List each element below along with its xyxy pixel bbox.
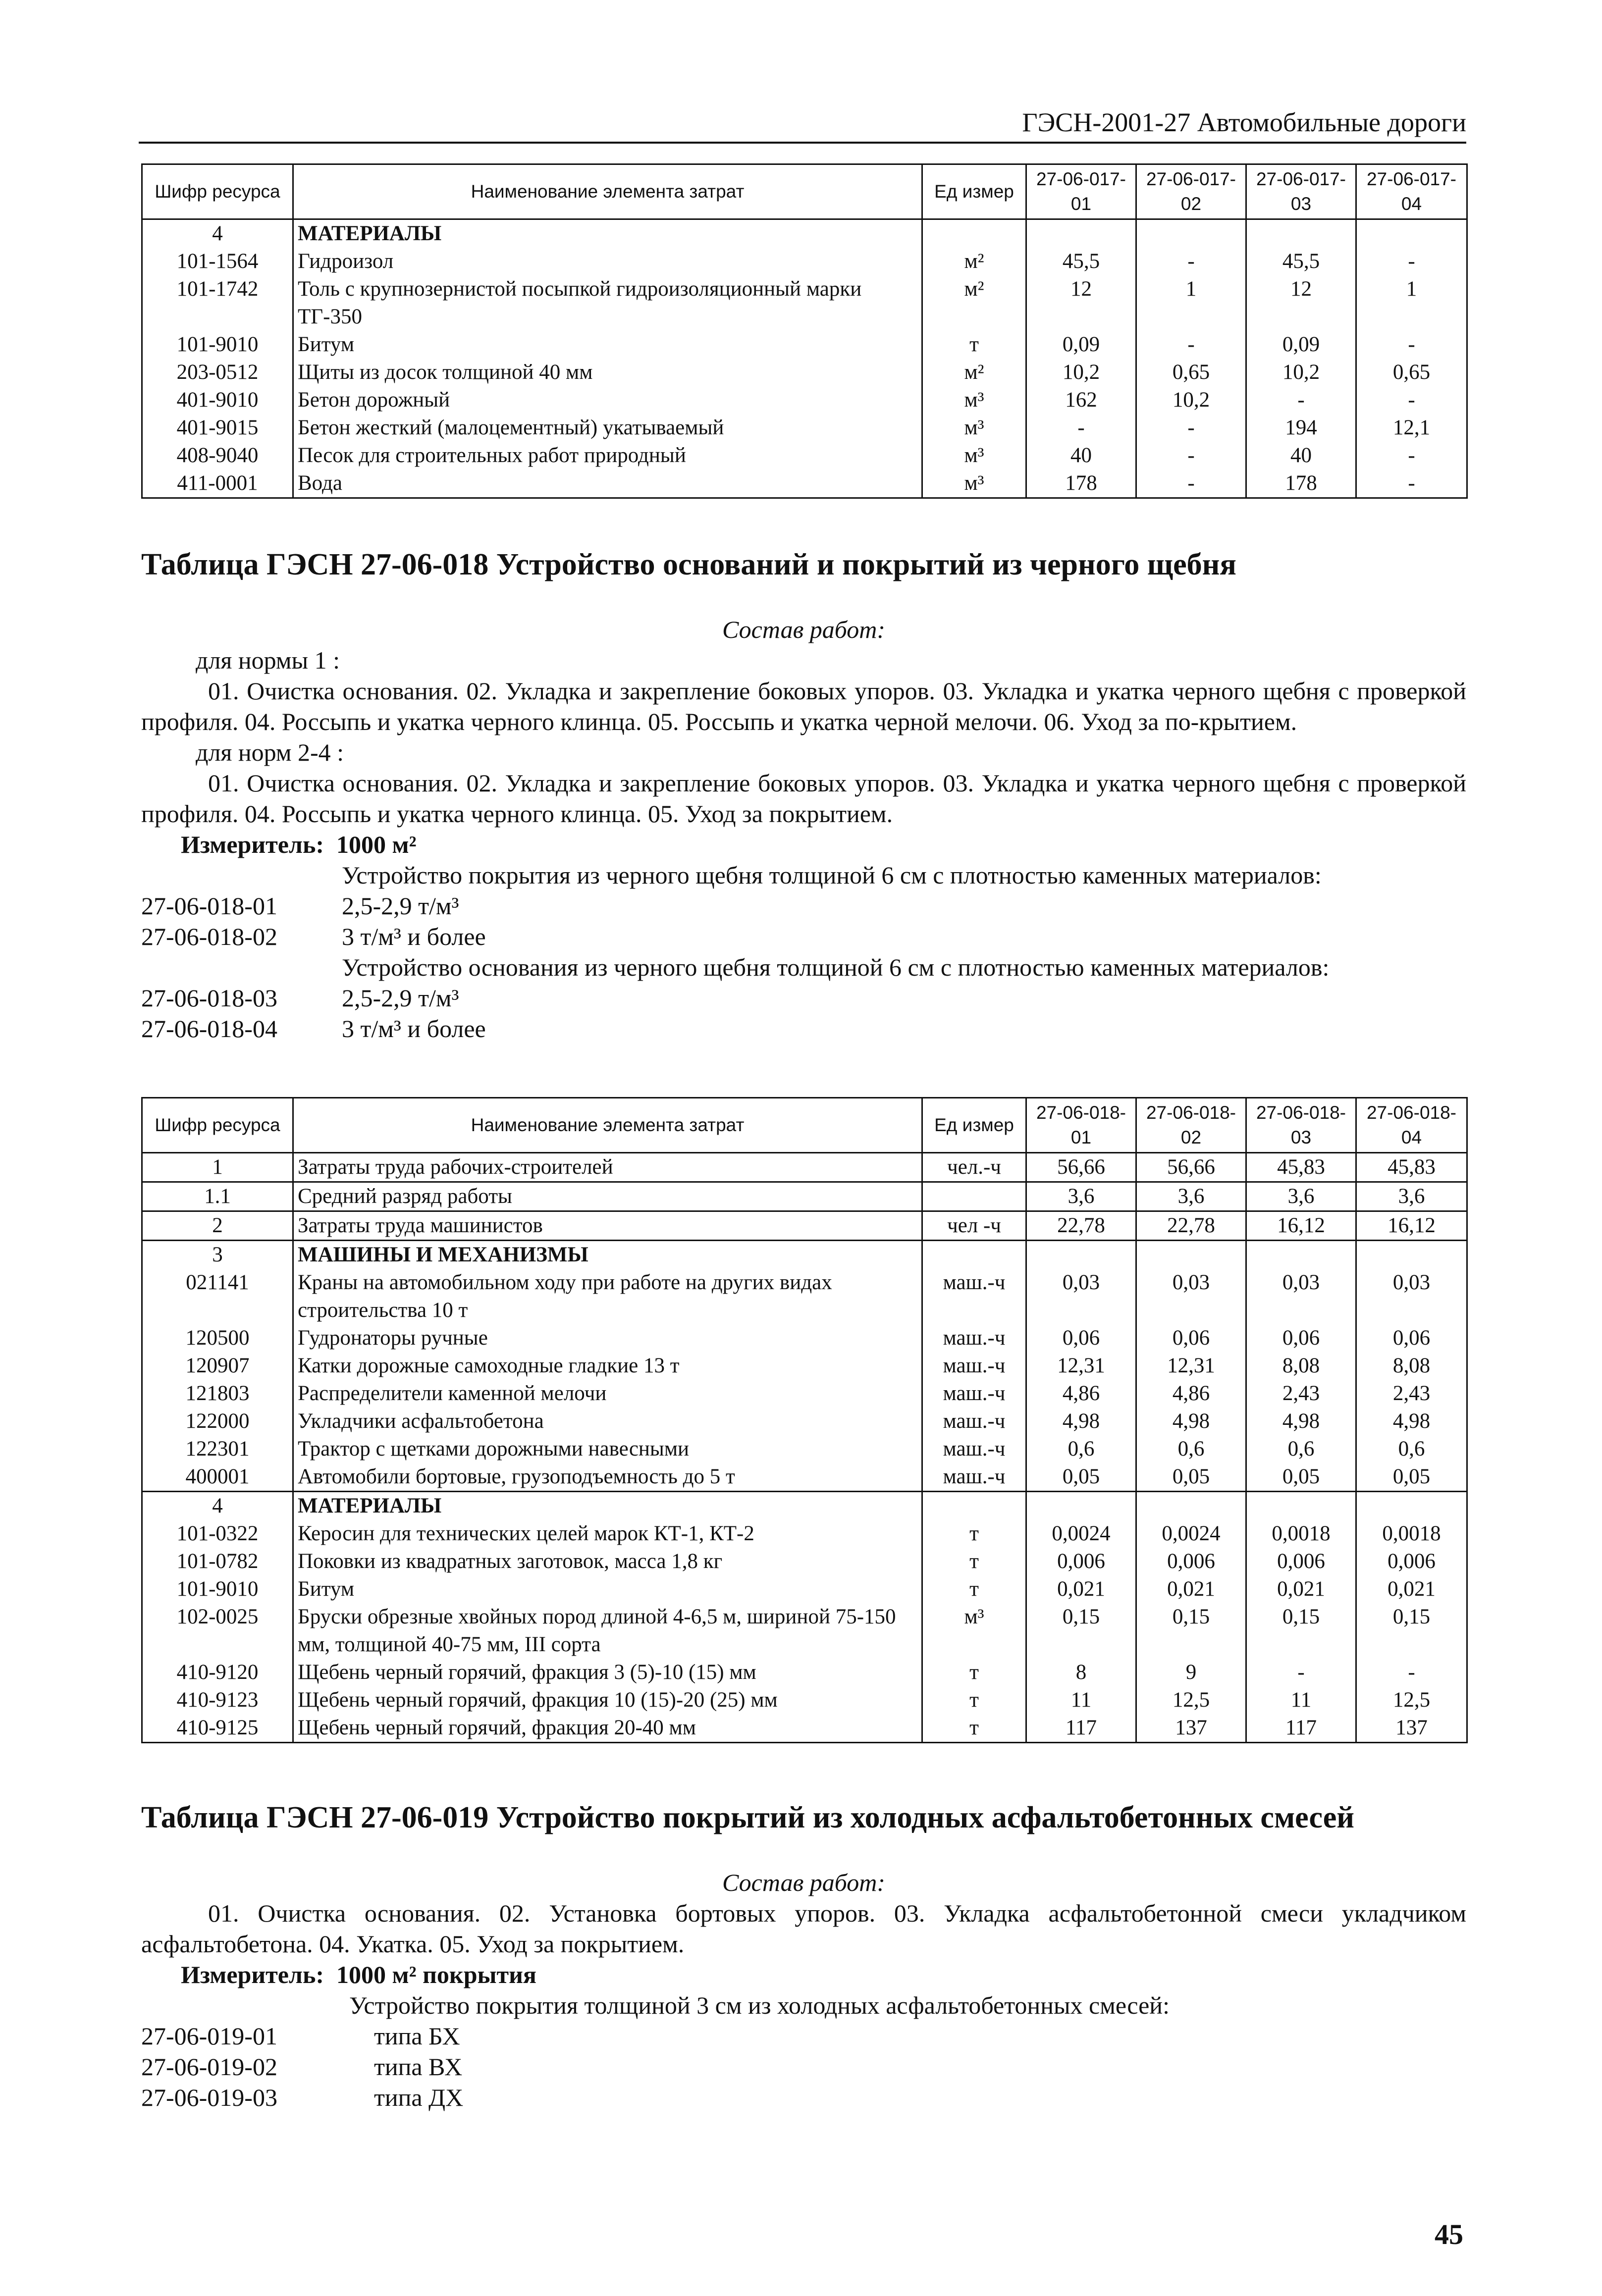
resource-code: 021141 xyxy=(142,1269,293,1324)
table-row xyxy=(142,1153,1467,1182)
resource-code: 101-9010 xyxy=(142,1575,293,1603)
value-cell: 194 xyxy=(1246,414,1356,442)
unit-cell xyxy=(922,1182,1026,1211)
table-row xyxy=(142,1352,1467,1380)
value-cell: 162 xyxy=(1026,386,1136,414)
unit-cell: маш.-ч xyxy=(922,1435,1026,1463)
table-row xyxy=(142,359,1467,386)
resource-code: 408-9040 xyxy=(142,442,293,470)
resource-code: 400001 xyxy=(142,1463,293,1492)
value-cell: 12,1 xyxy=(1356,414,1467,442)
value-cell: 3,6 xyxy=(1246,1182,1356,1211)
value-cell: 0,03 xyxy=(1356,1269,1467,1324)
value-cell: 0,15 xyxy=(1136,1603,1246,1659)
resource-code: 4 xyxy=(142,219,293,248)
value-cell: - xyxy=(1246,1659,1356,1686)
unit-cell: маш.-ч xyxy=(922,1352,1026,1380)
value-cell: 2,43 xyxy=(1246,1380,1356,1408)
value-cell: 0,15 xyxy=(1026,1603,1136,1659)
value-cell: - xyxy=(1356,470,1467,498)
value-cell: 40 xyxy=(1246,442,1356,470)
table-row xyxy=(142,1714,1467,1743)
value-cell: 16,12 xyxy=(1356,1211,1467,1241)
element-name: Щебень черный горячий, фракция 20-40 мм xyxy=(293,1714,922,1743)
unit-cell: маш.-ч xyxy=(922,1380,1026,1408)
unit-cell: т xyxy=(922,1659,1026,1686)
column-header: 27-06-017-03 xyxy=(1246,164,1356,219)
composition-block xyxy=(141,1867,1466,2113)
element-name: Гидроизол xyxy=(293,248,922,275)
table-row xyxy=(142,470,1467,498)
value-cell: 12 xyxy=(1246,275,1356,331)
column-header: Ед измер xyxy=(922,164,1026,219)
measure-value: 1000 м² покрытия xyxy=(336,1961,536,1988)
value-cell: 0,15 xyxy=(1246,1603,1356,1659)
column-header: 27-06-018-01 xyxy=(1026,1098,1136,1153)
value-cell: 11 xyxy=(1246,1686,1356,1714)
norm-description: типа ВХ xyxy=(374,2053,463,2081)
table-row xyxy=(142,1380,1467,1408)
value-cell: 0,6 xyxy=(1136,1435,1246,1463)
element-name: Средний разряд работы xyxy=(293,1182,922,1211)
running-header: ГЭСН-2001-27 Автомобильные дороги xyxy=(139,103,1466,144)
value-cell: 4,98 xyxy=(1246,1408,1356,1435)
norm-item xyxy=(141,2021,1466,2051)
table-row xyxy=(142,1182,1467,1211)
norm-group-heading: Устройство покрытия толщиной 3 см из холодных асфальтобетонных смесей: xyxy=(349,1991,1170,2019)
column-header: 27-06-018-03 xyxy=(1246,1098,1356,1153)
norm-item xyxy=(141,890,1466,921)
value-cell: 4,98 xyxy=(1356,1408,1467,1435)
section-title: Таблица ГЭСН 27-06-019 Устройство покрытий из холодных асфальтобетонных смесей xyxy=(141,1801,1354,1834)
unit-cell xyxy=(922,219,1026,248)
value-cell: 8,08 xyxy=(1356,1352,1467,1380)
resource-code: 101-0322 xyxy=(142,1520,293,1548)
resource-code: 3 xyxy=(142,1241,293,1269)
column-header: Шифр ресурса xyxy=(142,164,293,219)
value-cell: 8 xyxy=(1026,1659,1136,1686)
value-cell: - xyxy=(1246,386,1356,414)
column-header: Наименование элемента затрат xyxy=(293,1098,922,1153)
value-cell: 56,66 xyxy=(1026,1153,1136,1182)
norm-code: 27-06-018-03 xyxy=(141,984,277,1012)
value-cell: 0,05 xyxy=(1136,1463,1246,1492)
value-cell: 0,6 xyxy=(1026,1435,1136,1463)
element-name: Трактор с щетками дорожными навесными xyxy=(293,1435,922,1463)
value-cell: 12,5 xyxy=(1136,1686,1246,1714)
value-cell xyxy=(1356,219,1467,248)
value-cell: 16,12 xyxy=(1246,1211,1356,1241)
unit-cell: м² xyxy=(922,275,1026,331)
element-name: Гудронаторы ручные xyxy=(293,1324,922,1352)
unit-cell xyxy=(922,1241,1026,1269)
unit-cell: м² xyxy=(922,248,1026,275)
norm-description: 3 т/м³ и более xyxy=(342,1015,486,1043)
unit-cell: м² xyxy=(922,359,1026,386)
value-cell: 137 xyxy=(1356,1714,1467,1743)
value-cell: 8,08 xyxy=(1246,1352,1356,1380)
norm-code: 27-06-018-01 xyxy=(141,892,277,920)
measure-line xyxy=(141,1959,1466,1990)
work-steps-text: 01. Очистка основания. 02. Установка бортовых упоров. 03. Укладка асфальтобетонной смеси укладчиком асфальтобетона. 04. Укатка. 05. Уход за покрытием. xyxy=(141,1899,1466,1958)
element-name: Толь с крупнозернистой посыпкой гидроизоляционный марки ТГ-350 xyxy=(293,275,922,331)
norm-item xyxy=(141,1013,1466,1044)
value-cell xyxy=(1246,1492,1356,1520)
unit-cell: т xyxy=(922,1548,1026,1575)
value-cell: 12 xyxy=(1026,275,1136,331)
unit-cell: м³ xyxy=(922,1603,1026,1659)
table-row xyxy=(142,1435,1467,1463)
resource-table-017 xyxy=(141,163,1468,499)
table-row xyxy=(142,1603,1467,1659)
value-cell: - xyxy=(1356,248,1467,275)
value-cell: 12,31 xyxy=(1026,1352,1136,1380)
resource-code: 101-9010 xyxy=(142,331,293,359)
resource-code: 101-0782 xyxy=(142,1548,293,1575)
resource-code: 120907 xyxy=(142,1352,293,1380)
value-cell: 0,6 xyxy=(1246,1435,1356,1463)
resource-table-018 xyxy=(141,1097,1468,1743)
value-cell: 45,83 xyxy=(1356,1153,1467,1182)
unit-cell: маш.-ч xyxy=(922,1269,1026,1324)
value-cell: - xyxy=(1356,442,1467,470)
resource-code: 122301 xyxy=(142,1435,293,1463)
value-cell: - xyxy=(1356,331,1467,359)
value-cell xyxy=(1356,1492,1467,1520)
value-cell: 1 xyxy=(1356,275,1467,331)
value-cell: 0,006 xyxy=(1026,1548,1136,1575)
element-name: Автомобили бортовые, грузоподъемность до 5 т xyxy=(293,1463,922,1492)
element-name: МАШИНЫ И МЕХАНИЗМЫ xyxy=(293,1241,922,1269)
value-cell: 0,09 xyxy=(1246,331,1356,359)
value-cell: - xyxy=(1026,414,1136,442)
value-cell: 178 xyxy=(1026,470,1136,498)
value-cell: 4,98 xyxy=(1026,1408,1136,1435)
table-row xyxy=(142,1408,1467,1435)
element-name: МАТЕРИАЛЫ xyxy=(293,1492,922,1520)
value-cell xyxy=(1246,219,1356,248)
element-name: Бруски обрезные хвойных пород длиной 4-6,5 м, шириной 75-150 мм, толщиной 40-75 мм, III сорта xyxy=(293,1603,922,1659)
resource-code: 410-9120 xyxy=(142,1659,293,1686)
value-cell: 0,06 xyxy=(1246,1324,1356,1352)
value-cell: 0,09 xyxy=(1026,331,1136,359)
table-row xyxy=(142,386,1467,414)
element-name: Щебень черный горячий, фракция 10 (15)-20 (25) мм xyxy=(293,1686,922,1714)
measure-value: 1000 м² xyxy=(336,831,417,858)
value-cell: - xyxy=(1136,248,1246,275)
measure-label: Измеритель: xyxy=(181,1961,324,1988)
value-cell: 45,83 xyxy=(1246,1153,1356,1182)
value-cell xyxy=(1136,1492,1246,1520)
element-name: Вода xyxy=(293,470,922,498)
unit-cell: т xyxy=(922,1686,1026,1714)
value-cell: 45,5 xyxy=(1026,248,1136,275)
norm-item xyxy=(141,983,1466,1013)
value-cell: 0,15 xyxy=(1356,1603,1467,1659)
value-cell: 0,021 xyxy=(1246,1575,1356,1603)
composition-heading: Состав работ: xyxy=(722,1869,886,1896)
unit-cell: т xyxy=(922,1714,1026,1743)
element-name: МАТЕРИАЛЫ xyxy=(293,219,922,248)
unit-cell: т xyxy=(922,331,1026,359)
column-header: Наименование элемента затрат xyxy=(293,164,922,219)
table-row xyxy=(142,1575,1467,1603)
value-cell: 45,5 xyxy=(1246,248,1356,275)
unit-cell: маш.-ч xyxy=(922,1324,1026,1352)
value-cell: 0,06 xyxy=(1026,1324,1136,1352)
value-cell xyxy=(1026,1492,1136,1520)
value-cell: 0,021 xyxy=(1136,1575,1246,1603)
resource-code: 4 xyxy=(142,1492,293,1520)
section-row xyxy=(142,219,1467,248)
unit-cell: чел -ч xyxy=(922,1211,1026,1241)
element-name: Битум xyxy=(293,331,922,359)
table-row xyxy=(142,1548,1467,1575)
value-cell: - xyxy=(1356,386,1467,414)
resource-code: 401-9015 xyxy=(142,414,293,442)
table-row xyxy=(142,1686,1467,1714)
composition-block xyxy=(141,614,1466,1044)
value-cell: 0,0018 xyxy=(1246,1520,1356,1548)
value-cell: 0,05 xyxy=(1246,1463,1356,1492)
norm-description: 2,5-2,9 т/м³ xyxy=(342,892,459,920)
value-cell: - xyxy=(1136,470,1246,498)
norm-description: 2,5-2,9 т/м³ xyxy=(342,984,459,1012)
section-row xyxy=(142,1241,1467,1269)
measure-label: Измеритель: xyxy=(181,831,324,858)
value-cell: 0,021 xyxy=(1356,1575,1467,1603)
value-cell: 0,021 xyxy=(1026,1575,1136,1603)
element-name: Щиты из досок толщиной 40 мм xyxy=(293,359,922,386)
value-cell: - xyxy=(1136,414,1246,442)
table-row xyxy=(142,1659,1467,1686)
unit-cell: маш.-ч xyxy=(922,1463,1026,1492)
value-cell: 178 xyxy=(1246,470,1356,498)
value-cell: 0,65 xyxy=(1136,359,1246,386)
table-row xyxy=(142,248,1467,275)
unit-cell xyxy=(922,1492,1026,1520)
resource-code: 411-0001 xyxy=(142,470,293,498)
value-cell: 0,03 xyxy=(1246,1269,1356,1324)
value-cell: 0,6 xyxy=(1356,1435,1467,1463)
value-cell: 12,31 xyxy=(1136,1352,1246,1380)
value-cell xyxy=(1356,1241,1467,1269)
value-cell xyxy=(1026,1241,1136,1269)
norm-item xyxy=(141,2051,1466,2082)
unit-cell: м³ xyxy=(922,442,1026,470)
value-cell: 56,66 xyxy=(1136,1153,1246,1182)
value-cell: 4,98 xyxy=(1136,1408,1246,1435)
page-number: 45 xyxy=(1435,2218,1463,2250)
table-row xyxy=(142,331,1467,359)
value-cell: 0,65 xyxy=(1356,359,1467,386)
value-cell: - xyxy=(1136,442,1246,470)
element-name: Бетон жесткий (малоцементный) укатываемый xyxy=(293,414,922,442)
element-name: Укладчики асфальтобетона xyxy=(293,1408,922,1435)
element-name: Поковки из квадратных заготовок, масса 1,8 кг xyxy=(293,1548,922,1575)
value-cell: 10,2 xyxy=(1136,386,1246,414)
table-row xyxy=(142,1211,1467,1241)
norm-group-heading: Устройство основания из черного щебня толщиной 6 см с плотностью каменных материалов: xyxy=(342,953,1330,981)
value-cell: 0,06 xyxy=(1136,1324,1246,1352)
norm-description: типа ДХ xyxy=(374,2084,464,2111)
unit-cell: м³ xyxy=(922,386,1026,414)
element-name: Битум xyxy=(293,1575,922,1603)
value-cell: 4,86 xyxy=(1136,1380,1246,1408)
value-cell: 4,86 xyxy=(1026,1380,1136,1408)
column-header: 27-06-017-04 xyxy=(1356,164,1467,219)
norm-description: типа БХ xyxy=(374,2022,460,2050)
value-cell: 0,06 xyxy=(1356,1324,1467,1352)
table-header-row xyxy=(142,1098,1467,1153)
norm-code: 27-06-019-02 xyxy=(141,2053,277,2081)
element-name: Песок для строительных работ природный xyxy=(293,442,922,470)
composition-heading: Состав работ: xyxy=(722,616,886,643)
value-cell: 0,006 xyxy=(1356,1548,1467,1575)
resource-code: 203-0512 xyxy=(142,359,293,386)
table-header-row xyxy=(142,164,1467,219)
unit-cell: м³ xyxy=(922,470,1026,498)
norm-code: 27-06-019-01 xyxy=(141,2022,277,2050)
resource-code: 1 xyxy=(142,1153,293,1182)
value-cell: 0,03 xyxy=(1136,1269,1246,1324)
column-header: 27-06-018-04 xyxy=(1356,1098,1467,1153)
value-cell: 40 xyxy=(1026,442,1136,470)
value-cell: 0,03 xyxy=(1026,1269,1136,1324)
norm-code: 27-06-018-04 xyxy=(141,1015,277,1043)
table-row xyxy=(142,1324,1467,1352)
column-header: Шифр ресурса xyxy=(142,1098,293,1153)
value-cell: 11 xyxy=(1026,1686,1136,1714)
resource-code: 122000 xyxy=(142,1408,293,1435)
value-cell: 3,6 xyxy=(1356,1182,1467,1211)
value-cell: 0,05 xyxy=(1356,1463,1467,1492)
value-cell: 0,05 xyxy=(1026,1463,1136,1492)
value-cell: 10,2 xyxy=(1246,359,1356,386)
resource-code: 121803 xyxy=(142,1380,293,1408)
value-cell: 22,78 xyxy=(1136,1211,1246,1241)
unit-cell: м³ xyxy=(922,414,1026,442)
value-cell xyxy=(1246,1241,1356,1269)
table-row xyxy=(142,442,1467,470)
column-header: 27-06-017-02 xyxy=(1136,164,1246,219)
unit-cell: маш.-ч xyxy=(922,1408,1026,1435)
table-row xyxy=(142,1269,1467,1324)
value-cell: 3,6 xyxy=(1136,1182,1246,1211)
element-name: Катки дорожные самоходные гладкие 13 т xyxy=(293,1352,922,1380)
table-row xyxy=(142,1520,1467,1548)
resource-code: 101-1742 xyxy=(142,275,293,331)
element-name: Краны на автомобильном ходу при работе на других видах строительства 10 т xyxy=(293,1269,922,1324)
resource-code: 410-9123 xyxy=(142,1686,293,1714)
norm-code: 27-06-019-03 xyxy=(141,2084,277,2111)
unit-cell: т xyxy=(922,1575,1026,1603)
norm-group-heading: Устройство покрытия из черного щебня толщиной 6 см с плотностью каменных материалов: xyxy=(342,861,1322,889)
value-cell: 2,43 xyxy=(1356,1380,1467,1408)
resource-code: 401-9010 xyxy=(142,386,293,414)
norm-item xyxy=(141,921,1466,952)
section-row xyxy=(142,1492,1467,1520)
resource-code: 120500 xyxy=(142,1324,293,1352)
norm-item xyxy=(141,2082,1466,2113)
work-steps-text: 01. Очистка основания. 02. Укладка и закрепление боковых упоров. 03. Укладка и укатка черного щебня с проверкой профиля. 04. Россыпь и укатка черного клинца. 05. Россыпь и укатка черной мелочи. 06. Уход за по-крытием. xyxy=(141,677,1466,735)
column-header: 27-06-018-02 xyxy=(1136,1098,1246,1153)
table-row xyxy=(142,1463,1467,1492)
table-row xyxy=(142,414,1467,442)
value-cell: 10,2 xyxy=(1026,359,1136,386)
resource-code: 1.1 xyxy=(142,1182,293,1211)
element-name: Затраты труда рабочих-строителей xyxy=(293,1153,922,1182)
norm-code: 27-06-018-02 xyxy=(141,923,277,950)
element-name: Щебень черный горячий, фракция 3 (5)-10 (15) мм xyxy=(293,1659,922,1686)
element-name: Затраты труда машинистов xyxy=(293,1211,922,1241)
unit-cell: чел.-ч xyxy=(922,1153,1026,1182)
norm-description: 3 т/м³ и более xyxy=(342,923,486,950)
table-row xyxy=(142,275,1467,331)
value-cell: 137 xyxy=(1136,1714,1246,1743)
norm-label: для нормы 1 : xyxy=(196,646,340,674)
resource-code: 102-0025 xyxy=(142,1603,293,1659)
resource-code: 410-9125 xyxy=(142,1714,293,1743)
value-cell: 22,78 xyxy=(1026,1211,1136,1241)
value-cell: 0,0024 xyxy=(1136,1520,1246,1548)
element-name: Бетон дорожный xyxy=(293,386,922,414)
resource-code: 101-1564 xyxy=(142,248,293,275)
element-name: Распределители каменной мелочи xyxy=(293,1380,922,1408)
value-cell: - xyxy=(1356,1659,1467,1686)
element-name: Керосин для технических целей марок КТ-1, КТ-2 xyxy=(293,1520,922,1548)
work-steps-text: 01. Очистка основания. 02. Укладка и закрепление боковых упоров. 03. Укладка и укатка черного щебня с проверкой профиля. 04. Россыпь и укатка черного клинца. 05. Уход за покрытием. xyxy=(141,769,1466,828)
value-cell xyxy=(1136,1241,1246,1269)
value-cell: 117 xyxy=(1026,1714,1136,1743)
value-cell: 1 xyxy=(1136,275,1246,331)
value-cell: - xyxy=(1136,331,1246,359)
resource-code: 2 xyxy=(142,1211,293,1241)
norm-label: для норм 2-4 : xyxy=(196,738,344,766)
value-cell: 0,006 xyxy=(1136,1548,1246,1575)
value-cell xyxy=(1026,219,1136,248)
value-cell: 9 xyxy=(1136,1659,1246,1686)
value-cell: 0,0018 xyxy=(1356,1520,1467,1548)
section-title: Таблица ГЭСН 27-06-018 Устройство оснований и покрытий из черного щебня xyxy=(141,548,1236,581)
measure-line xyxy=(141,829,1466,860)
unit-cell: т xyxy=(922,1520,1026,1548)
value-cell: 3,6 xyxy=(1026,1182,1136,1211)
value-cell xyxy=(1136,219,1246,248)
column-header: 27-06-017-01 xyxy=(1026,164,1136,219)
value-cell: 0,006 xyxy=(1246,1548,1356,1575)
value-cell: 117 xyxy=(1246,1714,1356,1743)
column-header: Ед измер xyxy=(922,1098,1026,1153)
value-cell: 0,0024 xyxy=(1026,1520,1136,1548)
value-cell: 12,5 xyxy=(1356,1686,1467,1714)
